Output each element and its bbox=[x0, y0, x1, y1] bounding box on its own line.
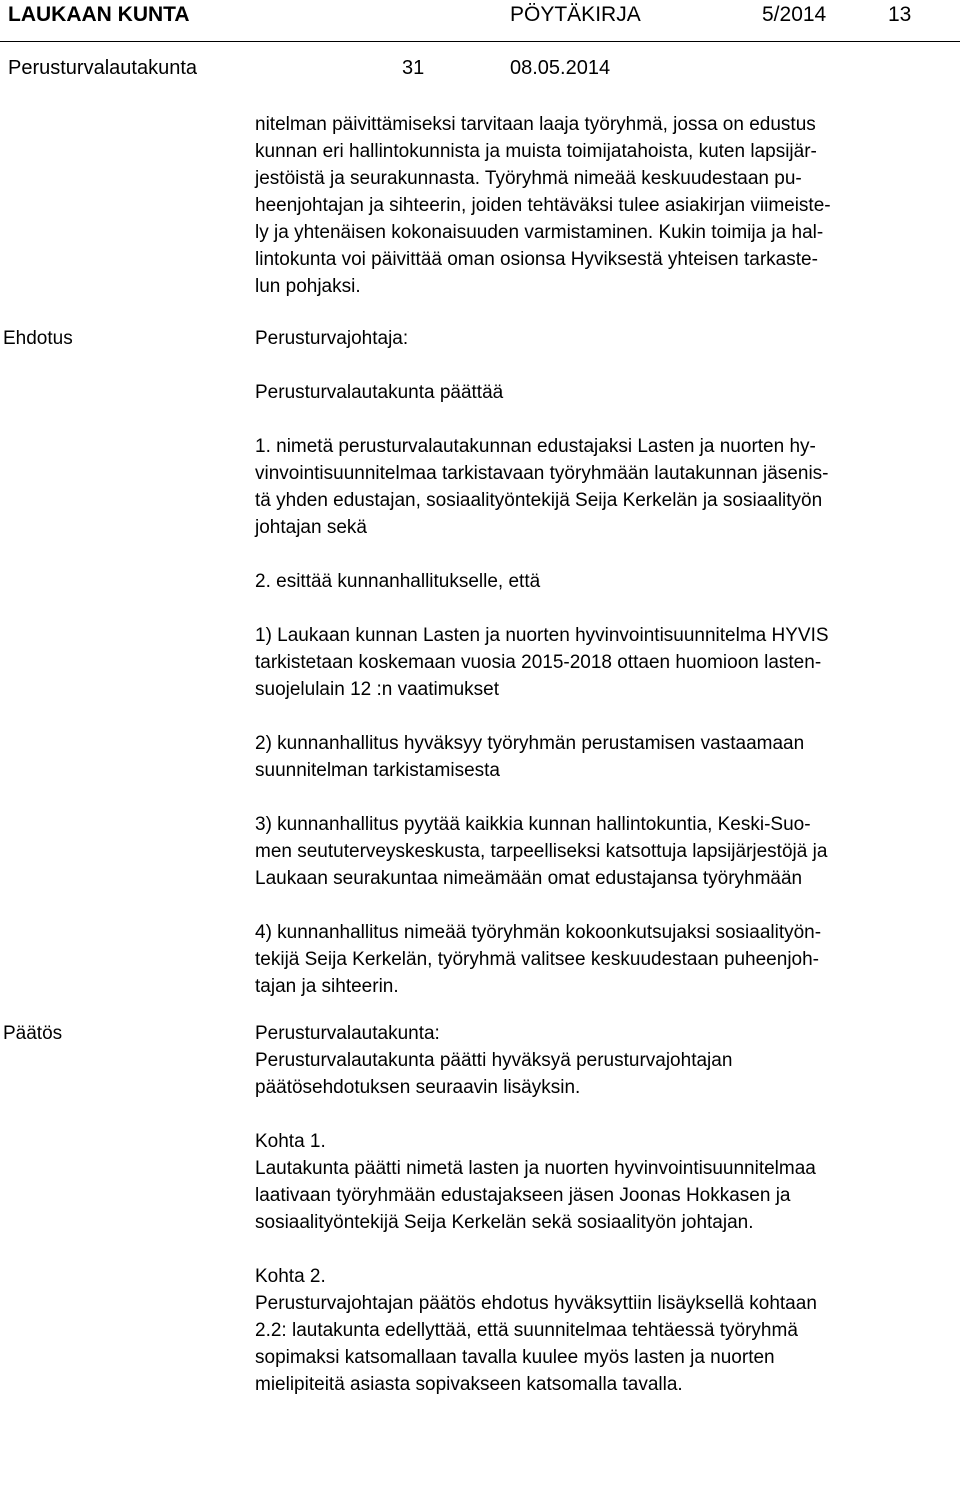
proposal-sub4-line: 4) kunnanhallitus nimeää työryhmän kokoonkutsujaksi sosiaalityön- bbox=[255, 922, 822, 943]
kohta2-line: Perusturvajohtajan päätös ehdotus hyväksyttiin lisäyksellä kohtaan bbox=[255, 1293, 817, 1314]
proposal-sub2-line: suunnitelman tarkistamisesta bbox=[255, 760, 500, 781]
section-number: 31 bbox=[402, 57, 425, 79]
kohta2-line: 2.2: lautakunta edellyttää, että suunnitelmaa tehtäessä työryhmä bbox=[255, 1320, 798, 1341]
proposal-item1-line: 1. nimetä perusturvalautakunnan edustajaksi Lasten ja nuorten hy- bbox=[255, 436, 816, 457]
proposal-sub1-line: 1) Laukaan kunnan Lasten ja nuorten hyvinvointisuunnitelma HYVIS bbox=[255, 625, 829, 646]
proposal-item1-line: vinvointisuunnitelmaa tarkistavaan työryhmään lautakunnan jäsenis- bbox=[255, 463, 829, 484]
decision-line: Perusturvalautakunta päätti hyväksyä perusturvajohtajan bbox=[255, 1050, 733, 1071]
intro-line: kunnan eri hallintokunnista ja muista toimijatahoista, kuten lapsijär- bbox=[255, 141, 817, 162]
proposal-item2: 2. esittää kunnanhallitukselle, että bbox=[255, 571, 541, 592]
kohta2-line: mielipiteitä asiasta sopivakseen katsomalla tavalla. bbox=[255, 1374, 683, 1395]
header-divider bbox=[0, 41, 960, 42]
document-type: PÖYTÄKIRJA bbox=[510, 3, 641, 26]
proposal-sub3-line: Laukaan seurakuntaa nimeämään omat edustajansa työryhmään bbox=[255, 868, 803, 889]
organization-name: LAUKAAN KUNTA bbox=[8, 3, 190, 26]
intro-line: heenjohtajan ja sihteerin, joiden tehtäväksi tulee asiakirjan viimeiste- bbox=[255, 195, 831, 216]
document-number: 5/2014 bbox=[762, 3, 827, 26]
proposal-sub3-line: men seututerveyskeskusta, tarpeelliseksi katsottuja lapsijärjestöjä ja bbox=[255, 841, 828, 862]
proposal-label: Ehdotus bbox=[3, 328, 73, 349]
meeting-date: 08.05.2014 bbox=[510, 57, 611, 79]
proposal-section bbox=[255, 325, 955, 1000]
intro-line: jestöistä ja seurakunnasta. Työryhmä nimeää keskuudestaan pu- bbox=[255, 168, 802, 189]
proposal-sub3-line: 3) kunnanhallitus pyytää kaikkia kunnan hallintokuntia, Keski-Suo- bbox=[255, 814, 811, 835]
proposal-presenter: Perusturvajohtaja: bbox=[255, 328, 409, 349]
proposal-sub1-line: tarkistetaan koskemaan vuosia 2015-2018 ottaen huomioon lasten- bbox=[255, 652, 822, 673]
page-number: 13 bbox=[888, 3, 912, 26]
decision-presenter: Perusturvalautakunta: bbox=[255, 1023, 440, 1044]
proposal-sub4-line: tekijä Seija Kerkelän, työryhmä valitsee keskuudestaan puheenjoh- bbox=[255, 949, 819, 970]
proposal-sub2-line: 2) kunnanhallitus hyväksyy työryhmän perustamisen vastaamaan bbox=[255, 733, 805, 754]
decision-label: Päätös bbox=[3, 1023, 63, 1044]
intro-line: ly ja yhtenäisen kokonaisuuden varmistaminen. Kukin toimija ja hal- bbox=[255, 222, 824, 243]
decision-section bbox=[255, 1020, 955, 1398]
proposal-item1-line: tä yhden edustajan, sosiaalityöntekijä Seija Kerkelän ja sosiaalityön bbox=[255, 490, 823, 511]
proposal-item1-line: johtajan sekä bbox=[255, 517, 367, 538]
kohta1-line: laativaan työryhmään edustajakseen jäsen Joonas Hokkasen ja bbox=[255, 1185, 791, 1206]
kohta1-line: sosiaalityöntekijä Seija Kerkelän sekä sosiaalityön johtajan. bbox=[255, 1212, 754, 1233]
decision-line: päätösehdotuksen seuraavin lisäyksin. bbox=[255, 1077, 581, 1098]
kohta2-line: sopimaksi katsomallaan tavalla kuulee myös lasten ja nuorten bbox=[255, 1347, 775, 1368]
kohta2-title: Kohta 2. bbox=[255, 1266, 326, 1287]
intro-line: nitelman päivittämiseksi tarvitaan laaja työryhmä, jossa on edustus bbox=[255, 114, 816, 135]
board-name: Perusturvalautakunta bbox=[8, 57, 198, 79]
intro-line: lintokunta voi päivittää oman osionsa Hyviksestä yhteisen tarkaste- bbox=[255, 249, 818, 270]
intro-line: lun pohjaksi. bbox=[255, 276, 361, 297]
intro-paragraph bbox=[255, 111, 955, 300]
proposal-decides: Perusturvalautakunta päättää bbox=[255, 382, 504, 403]
kohta1-title: Kohta 1. bbox=[255, 1131, 326, 1152]
proposal-sub4-line: tajan ja sihteerin. bbox=[255, 976, 399, 997]
kohta1-line: Lautakunta päätti nimetä lasten ja nuorten hyvinvointisuunnitelmaa bbox=[255, 1158, 816, 1179]
proposal-sub1-line: suojelulain 12 :n vaatimukset bbox=[255, 679, 499, 700]
